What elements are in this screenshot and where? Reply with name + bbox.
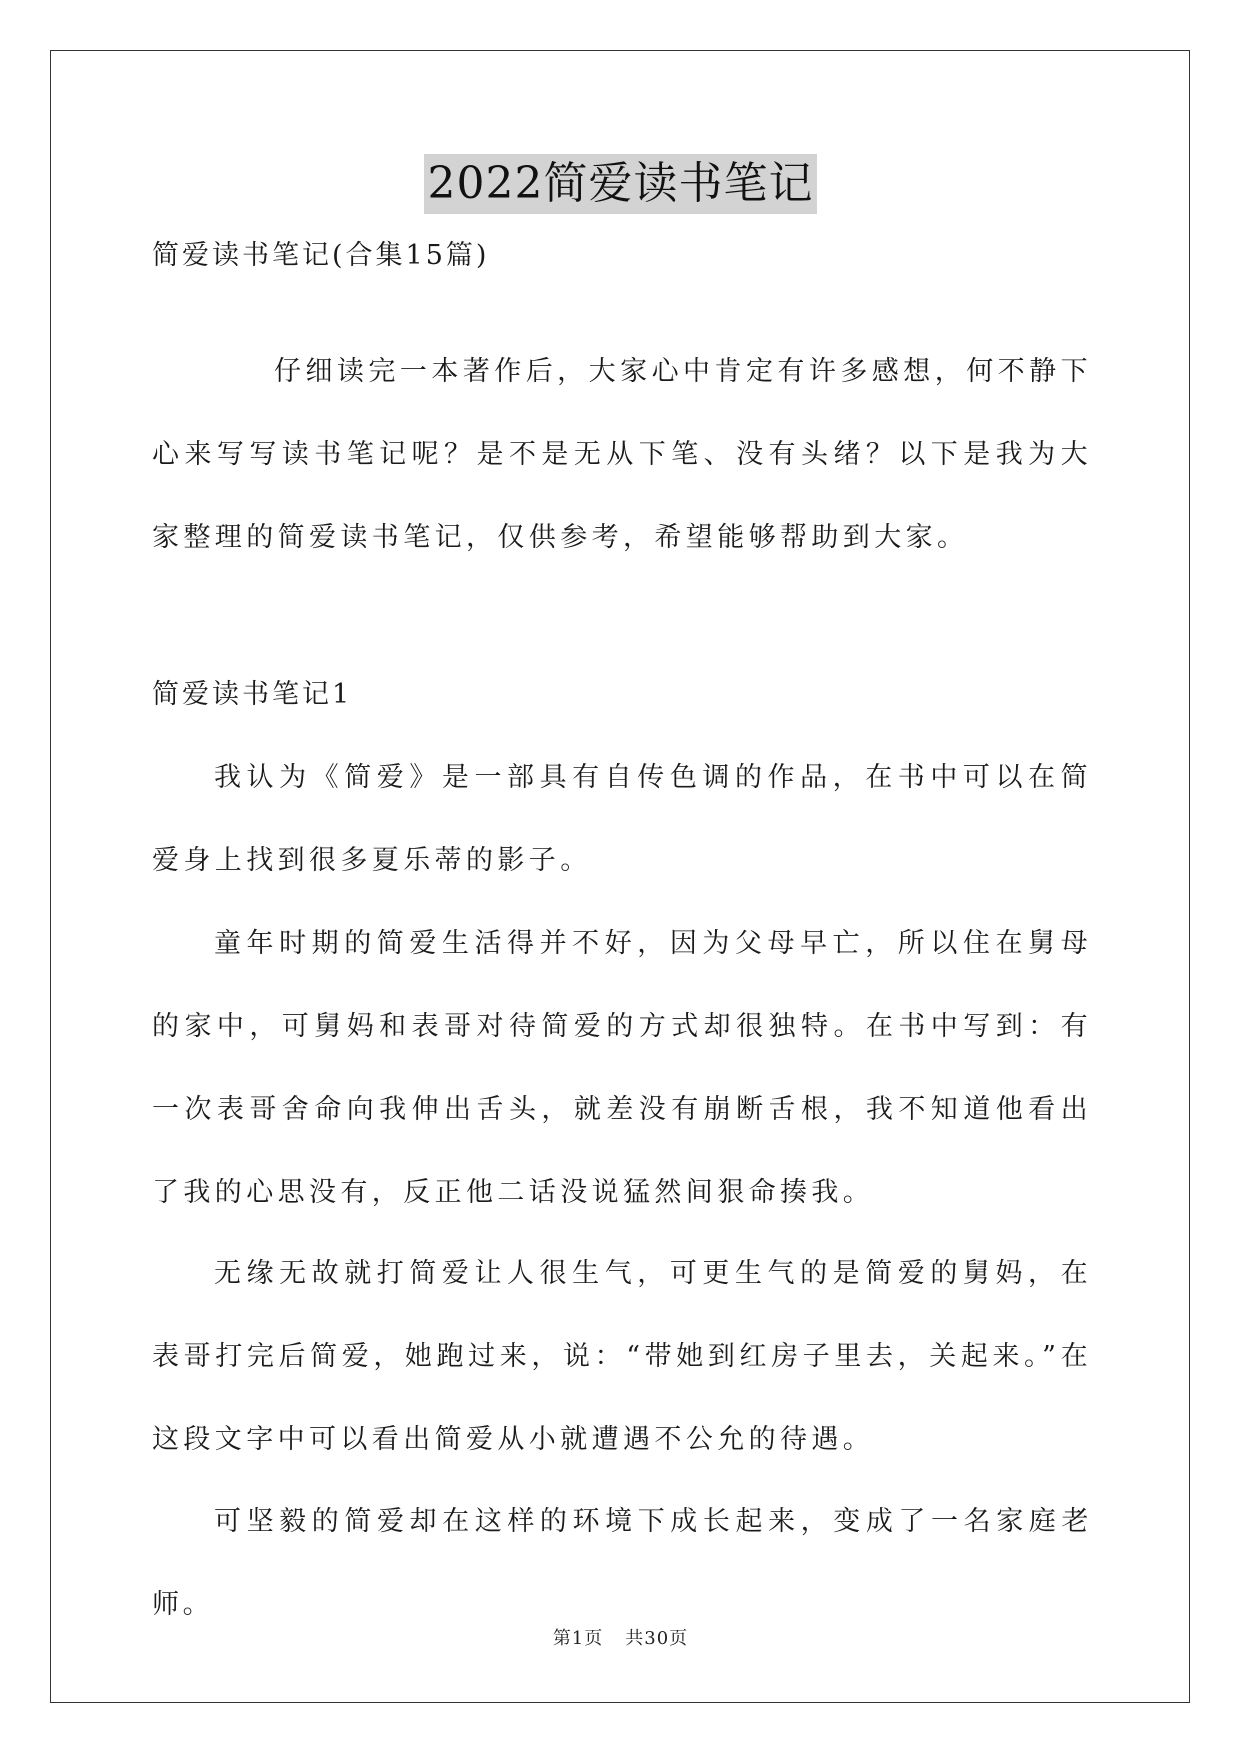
document-title: 2022简爱读书笔记 xyxy=(424,154,818,214)
page-total: 共30页 xyxy=(625,1628,689,1649)
page-footer xyxy=(0,1626,1241,1652)
document-subtitle: 简爱读书笔记(合集15篇) xyxy=(152,240,490,271)
title-container xyxy=(0,154,1241,214)
page-number: 第1页 xyxy=(552,1628,604,1649)
body-paragraph-1: 我认为《简爱》是一部具有自传色调的作品，在书中可以在简爱身上找到很多夏乐蒂的影子。 xyxy=(152,762,1092,876)
section-heading: 简爱读书笔记1 xyxy=(152,679,353,710)
body-paragraph-4: 可坚毅的简爱却在这样的环境下成长起来，变成了一名家庭老师。 xyxy=(152,1506,1092,1620)
intro-paragraph: 仔细读完一本著作后，大家心中肯定有许多感想，何不静下心来写写读书笔记呢？是不是无从下笔、没有头绪？以下是我为大家整理的简爱读书笔记，仅供参考，希望能够帮助到大家。 xyxy=(152,356,1092,553)
body-paragraph-2: 童年时期的简爱生活得并不好，因为父母早亡，所以住在舅母的家中，可舅妈和表哥对待简爱的方式却很独特。在书中写到：有一次表哥舍命向我伸出舌头，就差没有崩断舌根，我不知道他看出了我的心思没有，反正他二话没说猛然间狠命揍我。 xyxy=(152,928,1092,1208)
body-paragraph-3: 无缘无故就打简爱让人很生气，可更生气的是简爱的舅妈，在表哥打完后简爱，她跑过来，说：“带她到红房子里去，关起来。”在这段文字中可以看出简爱从小就遭遇不公允的待遇。 xyxy=(152,1258,1092,1455)
